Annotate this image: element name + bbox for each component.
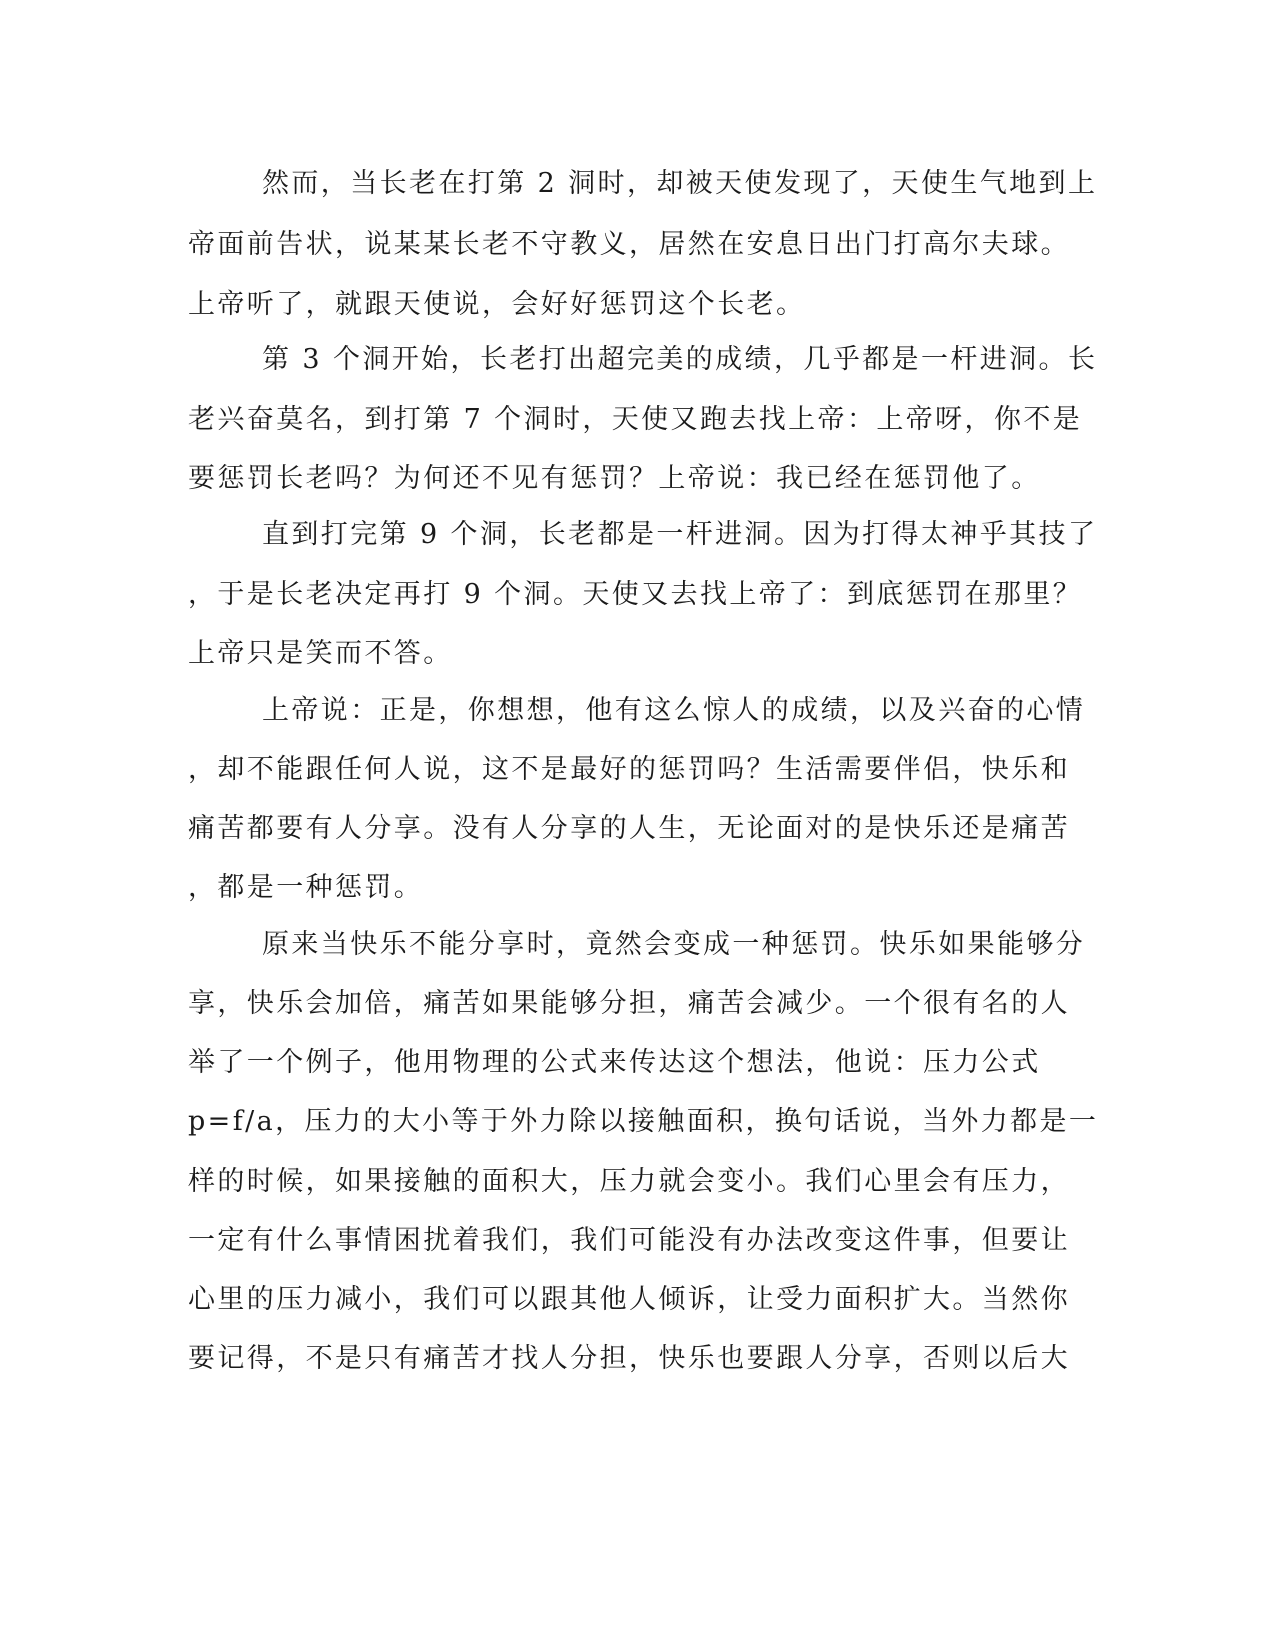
paragraph-1-line-2: 帝面前告状，说某某长老不守教义，居然在安息日出门打高尔夫球。	[188, 229, 1070, 260]
paragraph-5-line-2: 享，快乐会加倍，痛苦如果能够分担，痛苦会减少。一个很有名的人	[188, 988, 1070, 1019]
paragraph-3-line-1: 直到打完第 9 个洞，长老都是一杆进洞。因为打得太神乎其技了	[262, 519, 1098, 550]
paragraph-5-line-3: 举了一个例子，他用物理的公式来传达这个想法，他说：压力公式	[188, 1047, 1041, 1078]
paragraph-1-line-3: 上帝听了，就跟天使说，会好好惩罚这个长老。	[188, 289, 806, 320]
paragraph-5-line-8: 要记得，不是只有痛苦才找人分担，快乐也要跟人分享，否则以后大	[188, 1343, 1070, 1374]
paragraph-2-line-1: 第 3 个洞开始，长老打出超完美的成绩，几乎都是一杆进洞。长	[262, 344, 1098, 375]
paragraph-2-line-2: 老兴奋莫名，到打第 7 个洞时，天使又跑去找上帝：上帝呀，你不是	[188, 404, 1083, 435]
paragraph-5-line-6: 一定有什么事情困扰着我们，我们可能没有办法改变这件事，但要让	[188, 1225, 1070, 1256]
paragraph-5-line-5: 样的时候，如果接触的面积大，压力就会变小。我们心里会有压力，	[188, 1166, 1070, 1197]
paragraph-4-line-4: ，都是一种惩罚。	[188, 872, 424, 903]
paragraph-2-line-3: 要惩罚长老吗？为何还不见有惩罚？上帝说：我已经在惩罚他了。	[188, 463, 1041, 494]
paragraph-3-line-3: 上帝只是笑而不答。	[188, 638, 453, 669]
paragraph-3-line-2: ，于是长老决定再打 9 个洞。天使又去找上帝了：到底惩罚在那里？	[188, 579, 1083, 610]
paragraph-5-line-7: 心里的压力减小，我们可以跟其他人倾诉，让受力面积扩大。当然你	[188, 1284, 1070, 1315]
paragraph-5-line-4: p=f/a，压力的大小等于外力除以接触面积，换句话说，当外力都是一	[188, 1106, 1099, 1137]
paragraph-5-line-1: 原来当快乐不能分享时，竟然会变成一种惩罚。快乐如果能够分	[262, 929, 1086, 960]
paragraph-4-line-2: ，却不能跟任何人说，这不是最好的惩罚吗？生活需要伴侣，快乐和	[188, 754, 1070, 785]
paragraph-1-line-1: 然而，当长老在打第 2 洞时，却被天使发现了，天使生气地到上	[262, 168, 1098, 199]
paragraph-4-line-3: 痛苦都要有人分享。没有人分享的人生，无论面对的是快乐还是痛苦	[188, 813, 1070, 844]
paragraph-4-line-1: 上帝说：正是，你想想，他有这么惊人的成绩，以及兴奋的心情	[262, 695, 1086, 726]
